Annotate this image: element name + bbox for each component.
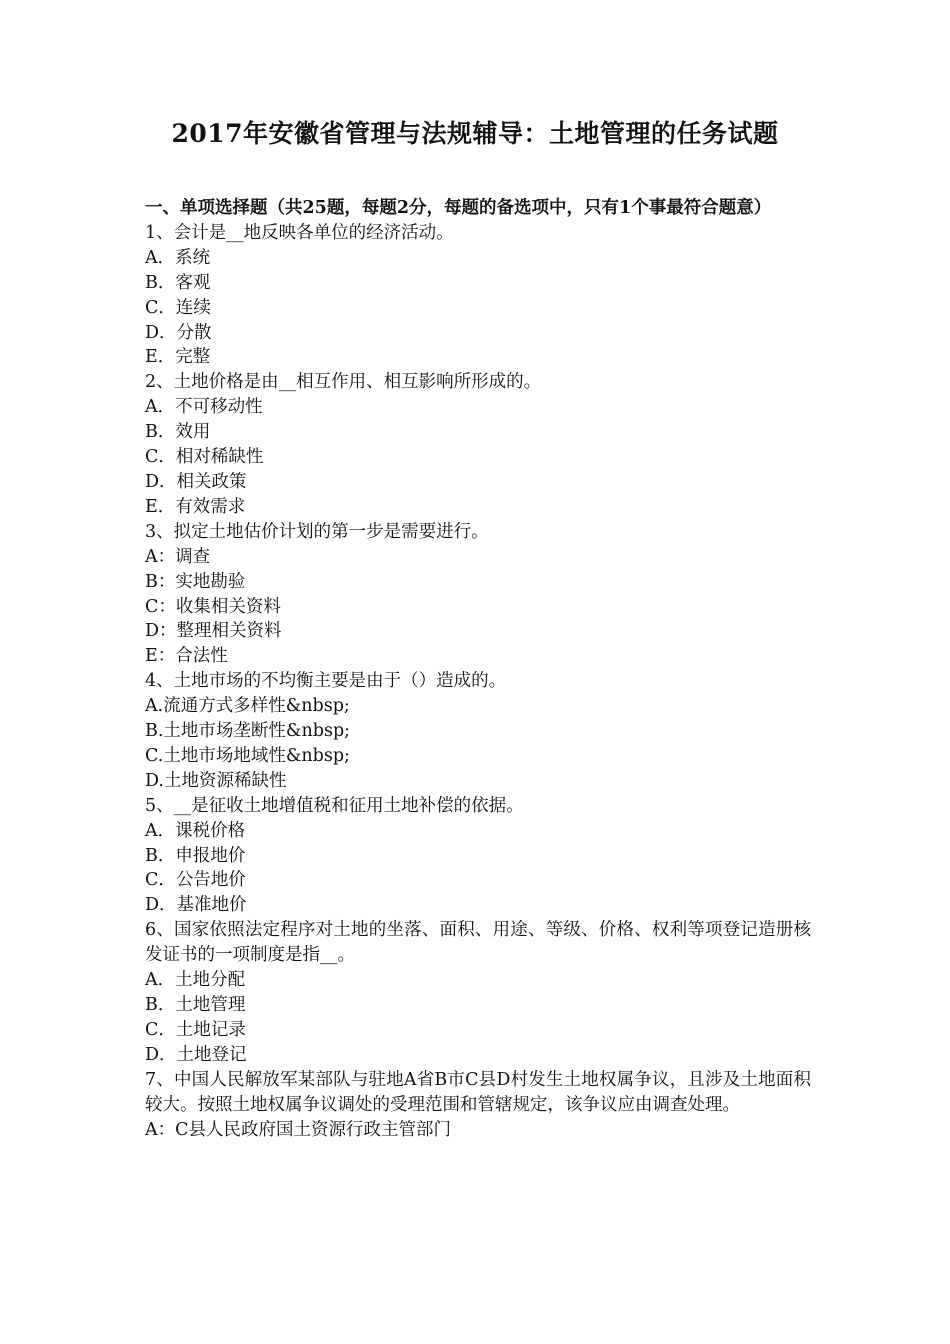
question-stem: 2、土地价格是由__相互作用、相互影响所形成的。 <box>145 372 542 393</box>
option-b: B.土地市场垄断性&nbsp; <box>145 721 351 742</box>
question-stem: 7、中国人民解放军某部队与驻地A省B市C县D村发生土地权属争议，且涉及土地面积较大。按照土地权属争议调处的受理范围和管辖规定，该争议应由调查处理。 <box>145 1069 811 1115</box>
option-a: A.流通方式多样性&nbsp; <box>145 696 350 717</box>
option-e: E：合法性 <box>145 646 228 667</box>
option-d: D．土地登记 <box>145 1044 247 1065</box>
option-c: C．相对稀缺性 <box>145 447 264 468</box>
question-3 <box>145 520 811 669</box>
option-b: B．申报地价 <box>145 845 246 866</box>
question-stem: 1、会计是__地反映各单位的经济活动。 <box>145 222 454 243</box>
option-a: A：调查 <box>145 546 211 567</box>
option-c: C．公告地价 <box>145 870 246 891</box>
option-d: D．相关政策 <box>145 471 247 492</box>
question-7 <box>145 1068 811 1143</box>
option-c: C：收集相关资料 <box>145 596 281 617</box>
question-4 <box>145 669 811 794</box>
document-body <box>145 196 811 1142</box>
question-1 <box>145 221 811 370</box>
option-b: B．客观 <box>145 272 211 293</box>
option-d: D．分散 <box>145 322 212 343</box>
option-a: A．土地分配 <box>145 970 246 991</box>
question-5 <box>145 794 811 919</box>
option-e: E．完整 <box>145 347 211 368</box>
section-heading: 一、单项选择题（共25题，每题2分，每题的备选项中，只有1个事最符合题意） <box>145 198 772 218</box>
option-c: C.土地市场地域性&nbsp; <box>145 745 350 766</box>
option-d: D.土地资源稀缺性 <box>145 770 287 791</box>
question-stem: 5、__是征收土地增值税和征用土地补偿的依据。 <box>145 795 524 816</box>
option-c: C．土地记录 <box>145 1019 246 1040</box>
question-stem: 3、拟定土地估价计划的第一步是需要进行。 <box>145 521 489 542</box>
option-b: B．土地管理 <box>145 995 246 1015</box>
option-a: A．不可移动性 <box>145 397 263 418</box>
option-e: E．有效需求 <box>145 496 246 517</box>
option-a: A．课税价格 <box>145 820 246 841</box>
option-b: B．效用 <box>145 422 211 443</box>
option-d: D：整理相关资料 <box>145 621 282 642</box>
option-c: C．连续 <box>145 297 211 318</box>
option-a: A．系统 <box>145 247 211 268</box>
question-stem: 6、国家依照法定程序对土地的坐落、面积、用途、等级、价格、权利等项登记造册核发证书的一项制度是指__。 <box>145 920 811 966</box>
question-2 <box>145 370 811 519</box>
option-a: A：C县人民政府国土资源行政主管部门 <box>145 1119 452 1140</box>
option-b: B：实地勘验 <box>145 571 246 592</box>
option-d: D．基准地价 <box>145 895 247 916</box>
question-6 <box>145 918 811 1067</box>
document-title: 2017年安徽省管理与法规辅导：土地管理的任务试题 <box>171 119 779 148</box>
question-stem: 4、土地市场的不均衡主要是由于（）造成的。 <box>145 671 507 692</box>
